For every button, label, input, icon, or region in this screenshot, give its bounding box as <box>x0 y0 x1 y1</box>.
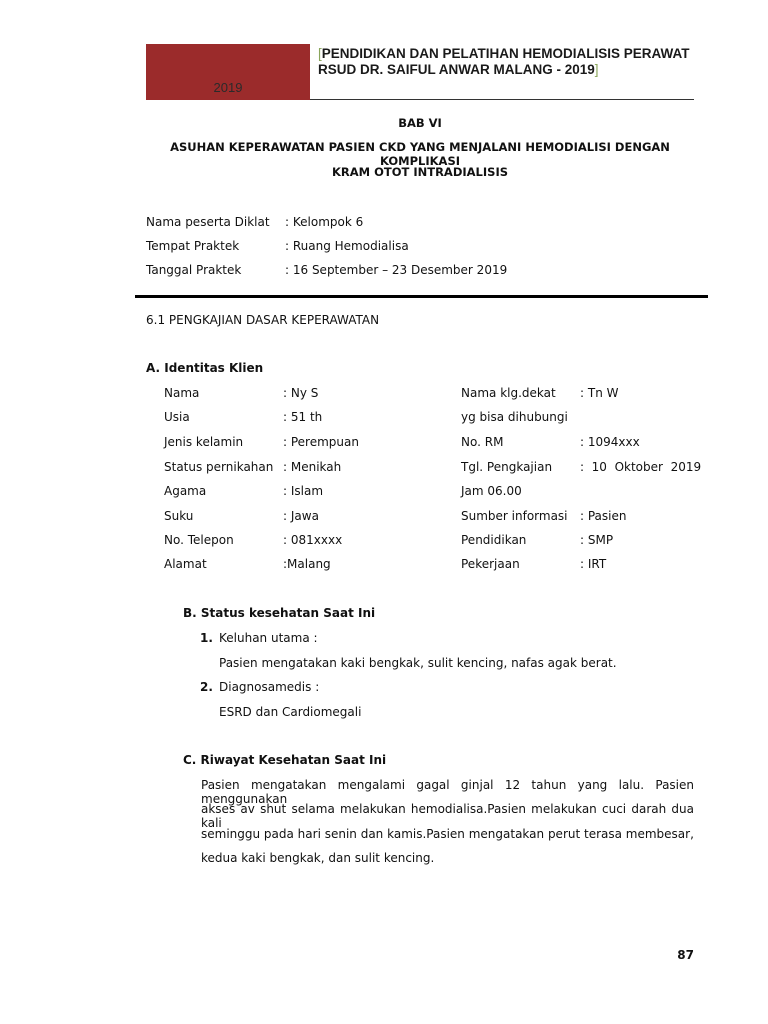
id-right-label: yg bisa dihubungi <box>461 410 568 424</box>
id-left-label: Agama <box>164 484 207 498</box>
id-right-label: Pendidikan <box>461 533 527 547</box>
meta-value-tempat: : Ruang Hemodialisa <box>285 239 409 253</box>
riwayat-line: seminggu pada hari senin dan kamis.Pasien mengatakan perut terasa membesar, <box>201 827 694 841</box>
header-bracket-open: [ <box>318 46 322 61</box>
id-left-label: Alamat <box>164 557 207 571</box>
id-left-label: No. Telepon <box>164 533 234 547</box>
id-right-label: Jam 06.00 <box>461 484 522 498</box>
id-right-label: Pekerjaan <box>461 557 520 571</box>
id-right-label: Sumber informasi <box>461 509 568 523</box>
chapter-title-line2: KRAM OTOT INTRADIALISIS <box>331 165 509 179</box>
id-left-value: : Perempuan <box>283 435 359 449</box>
section-title: 6.1 PENGKAJIAN DASAR KEPERAWATAN <box>146 313 380 327</box>
status-item-number: 2. <box>200 680 213 694</box>
id-left-value: : 081xxxx <box>283 533 343 547</box>
status-item-number: 1. <box>200 631 213 645</box>
id-right-label: No. RM <box>461 435 504 449</box>
header-year: 2019 <box>213 80 243 95</box>
riwayat-heading: C. Riwayat Kesehatan Saat Ini <box>183 753 387 767</box>
id-right-label: Tgl. Pengkajian <box>461 460 553 474</box>
status-item-text: Pasien mengatakan kaki bengkak, sulit kencing, nafas agak berat. <box>219 656 617 670</box>
meta-value-tanggal: : 16 September – 23 Desember 2019 <box>285 263 508 277</box>
id-left-value: : Menikah <box>283 460 342 474</box>
id-left-value: : Ny S <box>283 386 319 400</box>
meta-label-peserta: Nama peserta Diklat <box>146 215 270 229</box>
header-title-text: PENDIDIKAN DAN PELATIHAN HEMODIALISIS PERAWAT RSUD DR. SAIFUL ANWAR MALANG - 2019 <box>318 46 690 77</box>
section-divider <box>135 295 708 298</box>
meta-value-peserta: : Kelompok 6 <box>285 215 364 229</box>
riwayat-line: akses av shut selama melakukan hemodialisa.Pasien melakukan cuci darah dua kali <box>201 802 694 830</box>
id-right-label: Nama klg.dekat <box>461 386 556 400</box>
id-left-value: : 51 th <box>283 410 323 424</box>
status-item-text: ESRD dan Cardiomegali <box>219 705 362 719</box>
status-item-title: Keluhan utama : <box>219 631 318 645</box>
meta-label-tanggal: Tanggal Praktek <box>146 263 242 277</box>
id-right-value: : 1094xxx <box>580 435 640 449</box>
meta-label-tempat: Tempat Praktek <box>146 239 240 253</box>
status-item-title: Diagnosamedis : <box>219 680 320 694</box>
header-underline <box>310 99 694 100</box>
status-heading: B. Status kesehatan Saat Ini <box>183 606 376 620</box>
riwayat-line: Pasien mengatakan mengalami gagal ginjal 12 tahun yang lalu. Pasien menggunakan <box>201 778 694 806</box>
identitas-heading: A. Identitas Klien <box>146 361 264 375</box>
id-left-value: :Malang <box>283 557 331 571</box>
id-left-label: Jenis kelamin <box>164 435 244 449</box>
header-title <box>318 46 690 78</box>
id-right-value: : Pasien <box>580 509 627 523</box>
id-right-value: : IRT <box>580 557 607 571</box>
id-left-label: Nama <box>164 386 200 400</box>
id-left-label: Suku <box>164 509 194 523</box>
riwayat-line: kedua kaki bengkak, dan sulit kencing. <box>201 851 435 865</box>
id-right-value: : SMP <box>580 533 614 547</box>
chapter-title-line1: ASUHAN KEPERAWATAN PASIEN CKD YANG MENJALANI HEMODIALISI DENGAN KOMPLIKASI <box>170 140 670 168</box>
id-right-value: : Tn W <box>580 386 619 400</box>
id-left-value: : Islam <box>283 484 324 498</box>
id-left-label: Usia <box>164 410 190 424</box>
id-left-value: : Jawa <box>283 509 319 523</box>
id-left-label: Status pernikahan <box>164 460 274 474</box>
id-right-value: : 10 Oktober 2019 <box>580 460 702 474</box>
header-bracket-close: ] <box>594 62 599 77</box>
page-number: 87 <box>677 948 694 962</box>
chapter-label: BAB VI <box>398 116 442 130</box>
